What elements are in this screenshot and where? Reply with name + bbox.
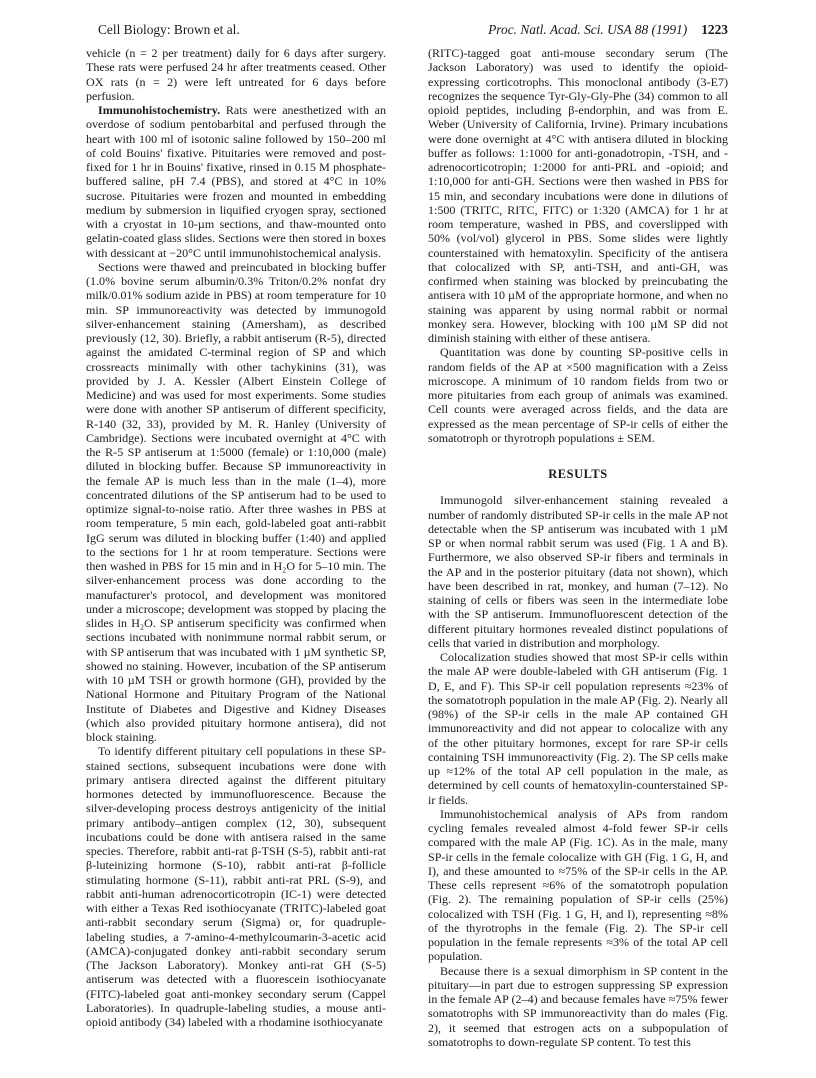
subheading-immunohistochemistry: Immunohistochemistry.	[98, 103, 221, 117]
paragraph-cell-populations: To identify different pituitary cell populations in these SP-stained sections, subsequent incubations were done with primary antisera directed against the different pituitary hormones detected by immunofluorescence. Because the silver-developing process destroys antigenicity of the initial primary antibody–antigen complex (12, 30), subsequent incubations could be done with antisera raised in the same species. Therefore, rabbit anti-rat β-TSH (S-5), rabbit anti-rat β-luteinizing hormone (S-10), rabbit anti-rat β-follicle stimulating hormone (S-11), rabbit anti-rat PRL (S-9), and rabbit anti-human adrenocorticotropin (IC-1) were detected with either a Texas Red isothiocyanate (TRITC)-labeled goat anti-rabbit secondary serum (Sigma) or, for quadruple-labeling studies, a 7-amino-4-methylcoumarin-3-acetic acid (AMCA)-conjugated donkey anti-rabbit secondary serum (The Jackson Laboratory). Monkey anti-rat GH (S-5) antiserum was detected with a fluorescein isothiocyanate (FITC)-labeled goat anti-monkey secondary serum (Cappel Laboratories). In quadruple-labeling studies, a mouse anti-opioid antibody (34) labeled with a rhodamine isothiocyanate	[86, 744, 386, 1029]
paragraph-results-female: Immunohistochemical analysis of APs from random cycling females revealed almost 4-fold fewer SP-ir cells compared with the male AP (Fig. 1C). As in the male, many SP-ir cells in the female colocalize with GH (Fig. 1 G, H, and I), and these amounted to ≈75% of the SP-ir cells in the AP. These cells represent ≈6% of the somatotroph population (Fig. 2). The remaining population of SP-ir cells (25%) colocalized with TSH (Fig. 1 G, H, and I), representing ≈8% of the thyrotrophs in the female (Fig. 2). The SP-ir cell population in the female represents ≈3% of the total AP cell population.	[428, 806, 728, 964]
paragraph-results-colocalization-male: Colocalization studies showed that most SP-ir cells within the male AP were double-labeled with GH antiserum (Fig. 1 D, E, and F). This SP-ir cell population represents ≈23% of the somatotroph population in the male AP (Fig. 2). Nearly all (98%) of the SP-ir cells in the male AP contained GH immunoreactivity and did not appear to colocalize with any of the other pituitary hormones, except for rare SP-ir cells containing TSH immunoreactivity (Fig. 2). The SP cells make up ≈12% of the total AP cell population in the male, as determined by cell counts of hematoxylin-counterstained SP-ir fields.	[428, 650, 728, 807]
paragraph-sp-staining: Sections were thawed and preincubated in blocking buffer (1.0% bovine serum albumin/0.3% Triton/0.2% nonfat dry milk/0.01% sodium azide in PBS) at room temperature for 10 min. SP immunoreactivity was detected by immunogold silver-enhancement staining (Amersham), as described previously (12, 30). Briefly, a rabbit antiserum (R-5), directed against the amidated C-terminal region of SP and which crossreacts minimally with other tachykinins (31), was provided by J. A. Kessler (Albert Einstein College of Medicine) and was used for most experiments. Some studies were done with another SP antiserum of different specificity, R-140 (32, 33), provided by M. R. Hanley (University of Cambridge). Sections were incubated overnight at 4°C with the R-5 SP antiserum at 1:5000 (female) or 1:10,000 (male) diluted in blocking buffer. Because SP immunoreactivity in the female AP is much less than in the male (1–4), more concentrated dilutions of the SP antiserum had to be used to optimize signal-to-noise ratio. After three washes in PBS at room temperature, 5 min each, gold-labeled goat anti-rabbit IgG serum was diluted in blocking buffer (1:40) and applied to the sections for 1 hr at room temperature. Sections were then washed in PBS for 15 min and in H₂O for 5–10 min. The silver-enhancement process was done according to the manufacturer's protocol, and development was monitored under a microscope; development was stopped by placing the slides in H₂O. SP antiserum specificity was confirmed when sections incubated with nonimmune normal rabbit serum, or with SP antiserum that was incubated with 1 µM synthetic SP, showed no staining. However, incubation of the SP antiserum with 10 µM TSH or growth hormone (GH), provided by the National Hormone and Pituitary Program of the National Institute of Diabetes and Digestive and Kidney Diseases (which also provided pituitary hormone antisera), did not block staining.	[86, 259, 386, 744]
page-number: 1223	[701, 22, 728, 37]
section-title-results: RESULTS	[548, 467, 608, 481]
paragraph-results-dimorphism: Because there is a sexual dimorphism in SP content in the pituitary—in part due to estrogen suppressing SP expression in the female AP (2–4) and because females have ≈75% fewer somatotrophs with SP immunoreactivity than do males (Fig. 2), it seemed that estrogen acts on a subpopulation of somatotrophs to down-regulate SP content. To test this	[428, 963, 728, 1049]
running-header	[98, 22, 728, 42]
paragraph-immunohistochemistry	[86, 103, 386, 260]
paragraph-quantitation: Quantitation was done by counting SP-positive cells in random fields of the AP at ×500 magnification with a Zeiss microscope. A minimum of 10 random fields from two or more pituitaries from each group of animals was examined. Cell counts were averaged across fields, and the data are expressed as the mean percentage of SP-ir cells of either the somatotroph or thyrotroph populations ± SEM.	[428, 345, 728, 445]
paragraph-immunohistochemistry-text: Rats were anesthetized with an overdose of sodium pentobarbital and perfused through the heart with 100 ml of isotonic saline followed by 150–200 ml of cold Bouins' fixative. Pituitaries were removed and post-fixed for 1 hr in Bouins' fixative, rinsed in 0.15 M phosphate-buffered saline, pH 7.4 (PBS), and stored at 4°C in 10% sucrose. Pituitaries were frozen and mounted in embedding medium by submersion in liquified cryogen spray, sectioned with a cryostat in 10-µm sections, and thaw-mounted onto gelatin-coated glass slides. Sections were then stored in boxes with dessicant at −20°C until immunohistochemical analysis.	[86, 103, 386, 260]
paragraph-antisera-continued: (RITC)-tagged goat anti-mouse secondary serum (The Jackson Laboratory) was used to identify the opioid-expressing corticotrophs. This monoclonal antibody (3-E7) recognizes the sequence Tyr-Gly-Gly-Phe (34) common to all opioid peptides, including β-endorphin, and was from E. Weber (University of California, Irvine). Primary incubations were done overnight at 4°C with antisera diluted in blocking buffer as follows: 1:1000 for anti-gonadotropin, -TSH, and -adrenocorticotropin; 1:2000 for anti-PRL and -opioid; and 1:10,000 for anti-GH. Sections were then washed in PBS for 15 min, and secondary incubations were done in dilutions of 1:500 (TRITC, RITC, FITC) or 1:320 (AMCA) for 1 hr at room temperature, washed in PBS, and coverslipped with 50% (vol/vol) glycerol in PBS. Some slides were lightly counterstained with hematoxylin. Specificity of the antisera that colocalized with SP, anti-TSH, and anti-GH, was confirmed when staining was blocked by preincubating the antisera with 10 µM of the appropriate hormone, and when no staining was apparent by using normal rabbit or normal monkey sera. However, blocking with 100 µM SP did not diminish staining with either of these antisera.	[428, 46, 728, 345]
paragraph-methods-continued: vehicle (n = 2 per treatment) daily for 6 days after surgery. These rats were perfused 24 hr after treatments ceased. Other OX rats (n = 2) were left untreated for 6 days before perfusion.	[86, 46, 386, 103]
paragraph-results-staining: Immunogold silver-enhancement staining revealed a number of randomly distributed SP-ir cells in the male AP not detectable when the SP antiserum was incubated with 1 µM SP or when normal rabbit serum was used (Fig. 1 A and B). Furthermore, we also observed SP-ir fibers and terminals in the AP and in the posterior pituitary (data not shown), which have been described in rat, monkey, and human (7–12). No staining of cells or fibers was seen in the intermediate lobe with the SP antiserum. Immunofluorescent detection of the different pituitary hormones revealed distinct populations of cells that varied in distribution and morphology.	[428, 493, 728, 650]
header-journal-citation: Proc. Natl. Acad. Sci. USA 88 (1991)	[488, 22, 688, 37]
right-column	[428, 46, 728, 1049]
header-journal	[488, 22, 728, 38]
header-section-authors: Cell Biology: Brown et al.	[98, 22, 240, 37]
left-column	[86, 46, 386, 1029]
